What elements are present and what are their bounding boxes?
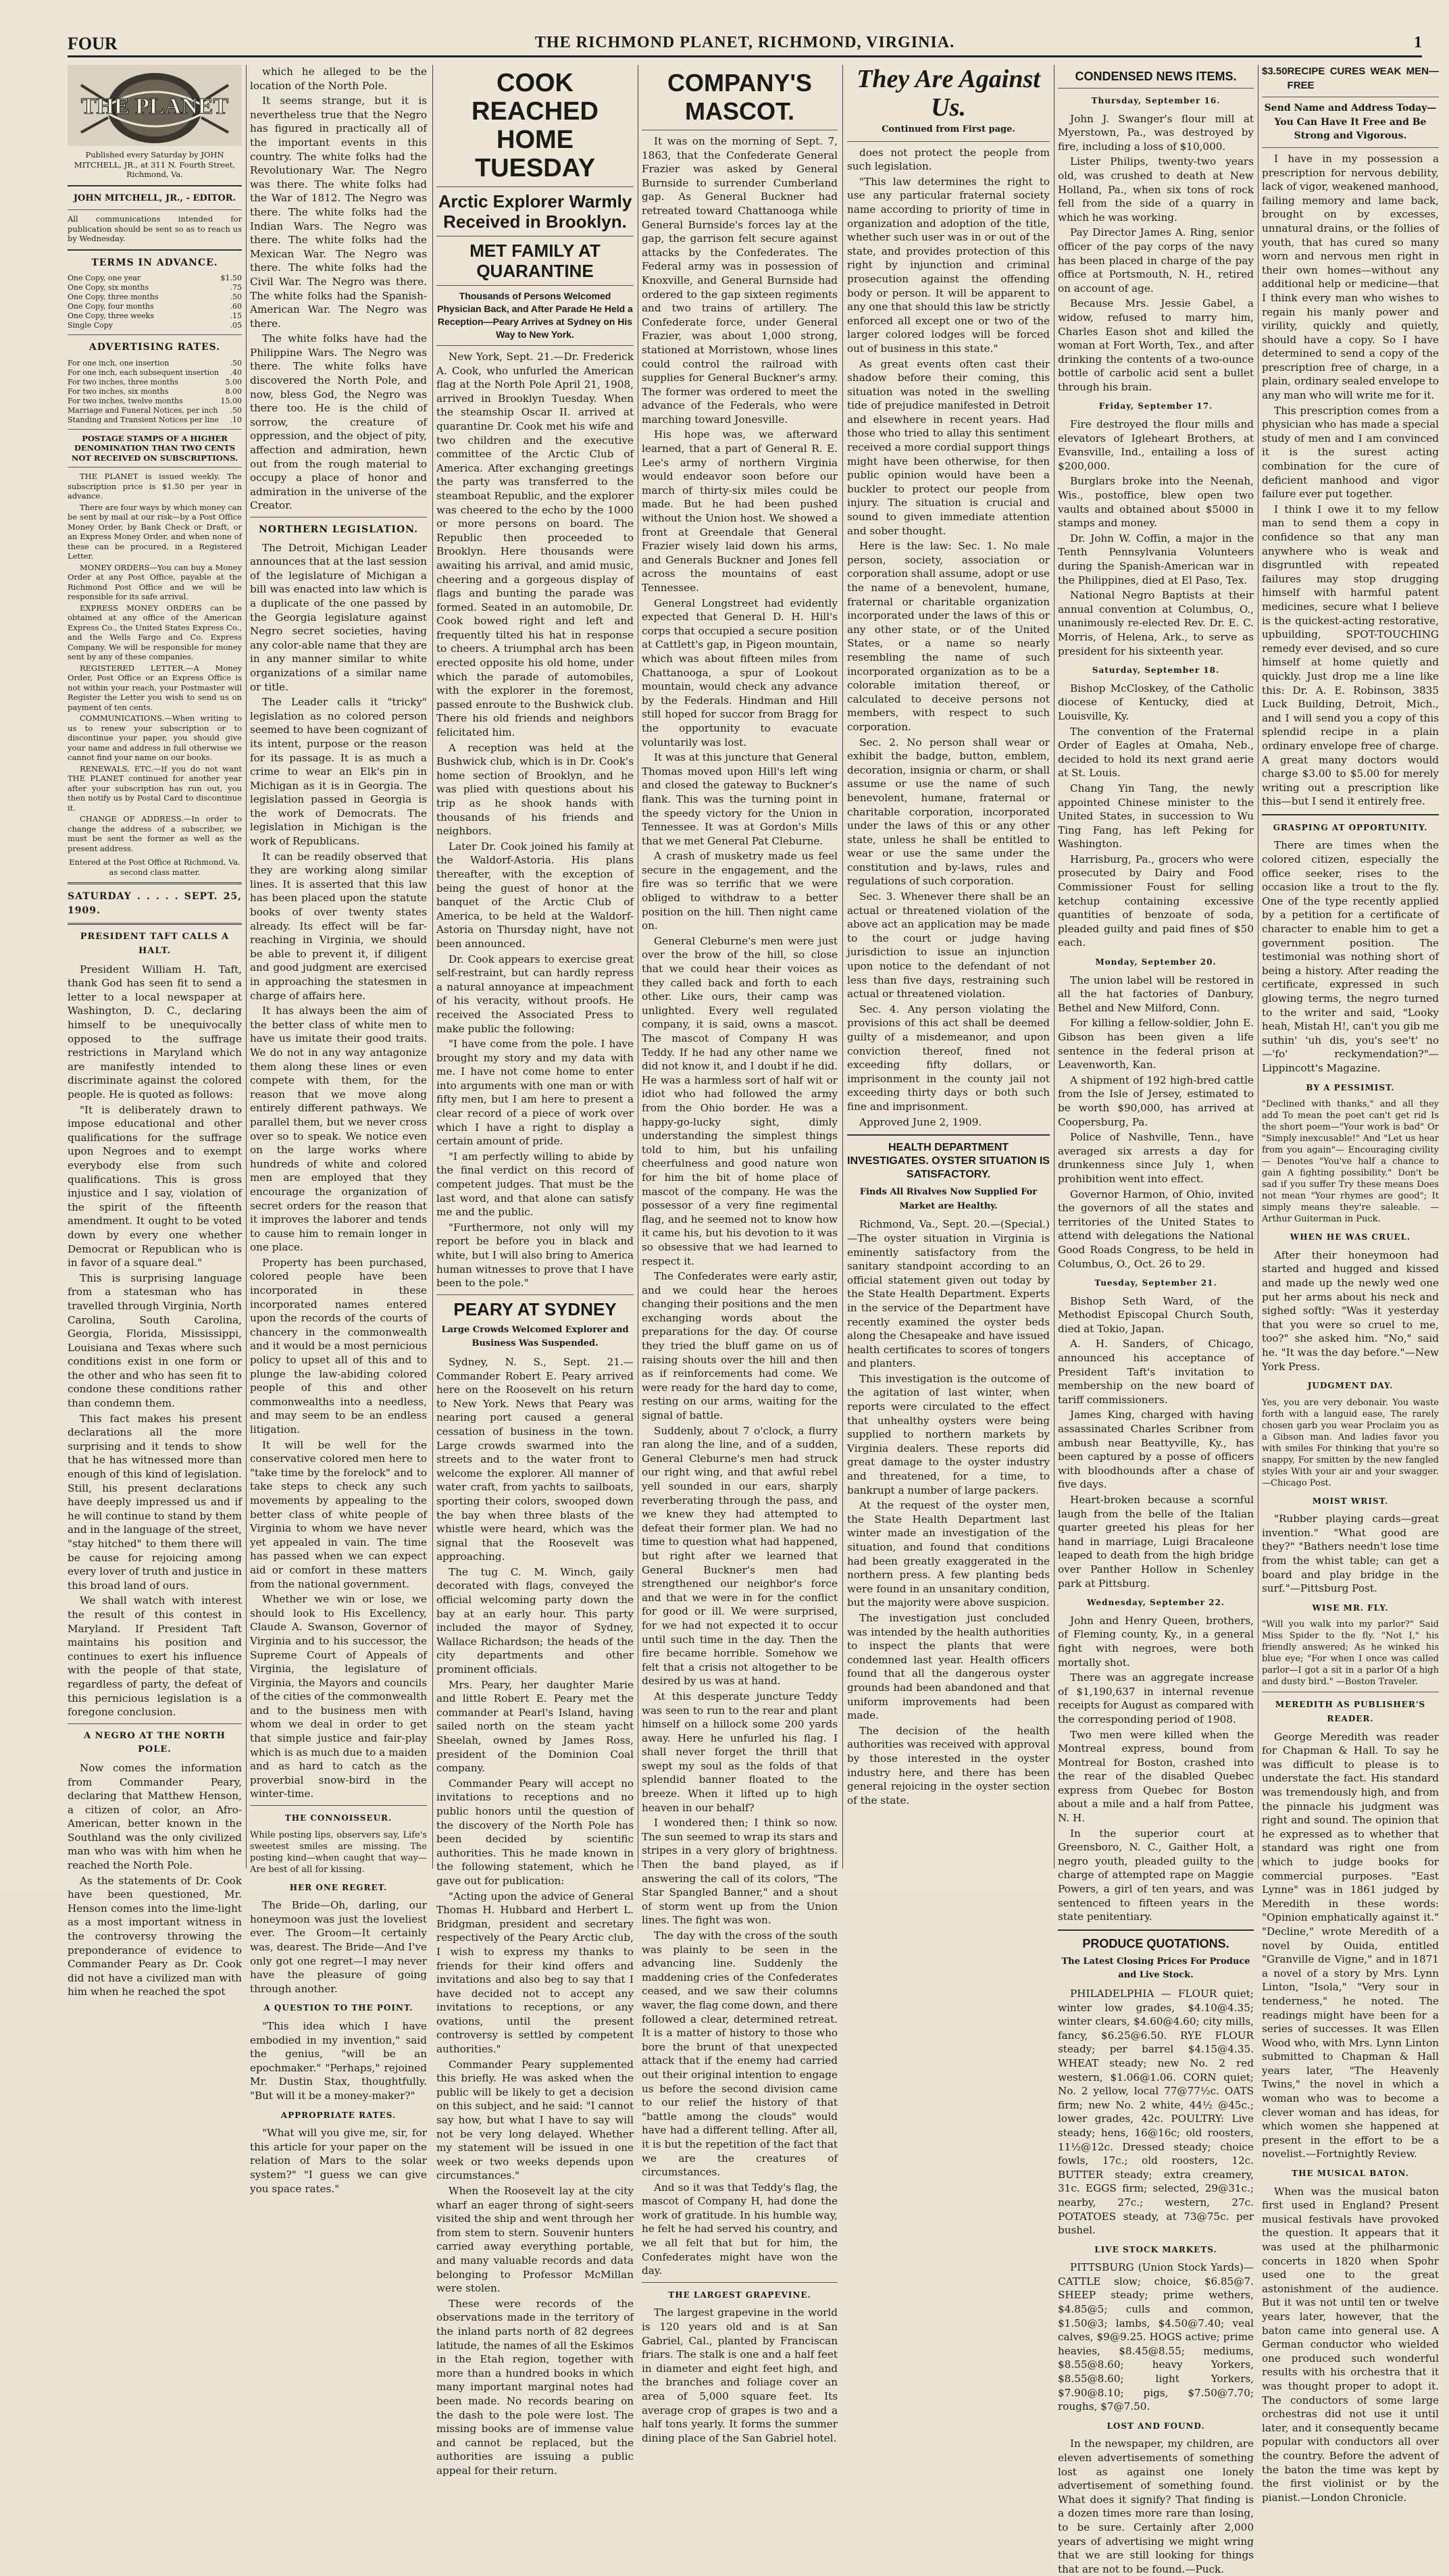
baton-text: When was the musical baton first used in England? Present musical festivals have provoked the question. It appears that it was used at the philharmonic concerts in 1820 when Spohr used one to the great astonishment of the audience. But it was not until ten or twelve years later, however, that the baton came into general use. A German conductor who wielded one produced such wonderful results with his orchestra that it was thought proper to adopt it. The conductors of some large orchestras did not use it until later, and it consequently became popular with conductors all over the country. Before the advent of the baton the time was kept by the first violinist or by the pianist.—London Chronicle.	[1262, 2185, 1439, 2504]
article-paragraph: This is surprising language from a statesman who has travelled through Virginia, North Carolina, South Carolina, Georgia, Florida, Mississippi, Louisiana and Texas where such conditions exist in one form or the other and who has seen fit to condone these conditions rather than condemn them.	[68, 1271, 242, 1410]
svg-text:THE PLANET: THE PLANET	[80, 94, 229, 119]
article-paragraph: Here is the law: Sec. 1. No male person, society, association or corporation shall assume, adopt or use the name of a benevolent, humane, fraternal or charitable organization incorporated under the laws of this or any other state, or of the United States, or a name so nearly resembling the name of such incorporated organization as to be a colorable imitation thereof, or calculated to deceive persons not members, with respect to such corporation.	[847, 540, 1050, 733]
news-item: Heart-broken because a scornful laugh from the belle of the Italian quarter greeted his pleas for her hand in marriage, Luigi Bracaleone leaped to death from the high bridge over Panther Hollow in Schenley park at Pittsburg.	[1058, 1494, 1254, 1590]
notice-paragraph: There are four ways by which money can be sent by mail at our risk—by a Post Office Money Order, by Bank Check or Draft, or an Express Money Order, and when none of these can be procured, in a Registered Letter.	[68, 502, 242, 561]
rate-price: .10	[230, 415, 242, 424]
news-day-heading: Saturday, September 18.	[1092, 665, 1220, 676]
news-item: For killing a fellow-soldier, John E. Gibson has been given a life sentence in the federal prison at Leavenworth, Kan.	[1058, 1017, 1254, 1071]
condensed-headline: CONDENSED NEWS ITEMS.	[1075, 70, 1237, 83]
news-item: Because Mrs. Jessie Gabel, a widow, refused to marry him, Charles Eason shot and killed the woman at Fort Worth, Tex., and after drinking the contents of a two-ounce bottle of carbolic acid sent a bullet through his brain.	[1058, 297, 1254, 393]
article-paragraph: "I am perfectly willing to abide by the final verdict on this record of competent judges. That must be the last word, and that alone can satisfy me and the public.	[436, 1150, 634, 1219]
produce-deck: The Latest Closing Prices For Produce and Live Stock.	[1061, 1956, 1250, 1981]
rate-row	[68, 293, 242, 302]
grapevine-text: The largest grapevine in the world is 120 years old and is at San Gabriel, Cal., planted by Franciscan friars. The stalk is one and a half feet in diameter and eight feet high, and the branches and foliage cover an area of 5,000 square feet. Its average crop of grapes is two and a half tons yearly. It forms the summer dining place of the San Gabriel hotel.	[642, 2306, 838, 2444]
moist-wrist-heading: MOIST WRIST.	[1312, 1496, 1389, 1506]
rate-row	[68, 302, 242, 311]
lost-found-heading: LOST AND FOUND.	[1107, 2421, 1205, 2431]
postage-notice: POSTAGE STAMPS OF A HIGHER DENOMINATION THAN TWO CENTS NOT RECEIVED ON SUBSCRIPTIONS.	[71, 433, 238, 463]
dateline-day: SATURDAY	[68, 891, 132, 903]
cruel-heading: WHEN HE WAS CRUEL.	[1290, 1232, 1411, 1242]
rate-label: Marriage and Funeral Notices, per inch	[68, 405, 218, 415]
cook-subhead-quarantine: MET FAMILY AT QUARANTINE	[469, 241, 601, 281]
article-paragraph: Sydney, N. S., Sept. 21.—Commander Robert E. Peary arrived here on the Roosevelt on his return to New York. News that Peary was nearing port caused a general cessation of business in the town. Large crowds swarmed into the streets and to the water front to welcome the explorer. All manner of water craft, from yachts to sailboats, sporting their colors, swooped down the bay when three blasts of the whistle were heard, which was the signal that the Roosevelt was approaching.	[436, 1355, 634, 1563]
notice-paragraph: COMMUNICATIONS.—When writing to us to renew your subscription or to discontinue your paper, you should give your name and address in full otherwise we cannot find your name on our books.	[68, 713, 242, 763]
editor-line: JOHN MITCHELL, JR., - EDITOR.	[73, 193, 236, 203]
masthead-logo	[68, 65, 242, 146]
publisher-line: Published every Saturday by JOHN MITCHELL, JR., at 311 N. Fourth Street, Richmond, Va.	[74, 150, 236, 179]
article-paragraph: Sec. 4. Any person violating the provisions of this act shall be deemed guilty of a misdemeanor, and upon conviction thereof, fined not exceeding fifty dollars, or imprisonment in the county jail not exceeding thirty days or both such fine and imprisonment.	[847, 1003, 1050, 1113]
article-paragraph: This investigation is the outcome of the agitation of last winter, when reports were circulated to the effect that unhealthy oysters were being supplied to northern markets by Virginia dealers. These reports did great damage to the oyster industry and threatened, for a time, to bankrupt a number of large packers.	[847, 1372, 1050, 1496]
column-2	[250, 65, 427, 2195]
column-7	[1262, 65, 1439, 2504]
article-paragraph: Mrs. Peary, her daughter Marie and little Robert E. Peary met the commander at Pearl's Island, having sailed north on the steam yacht Sheelah, owned by James Ross, president of the Dominion Coal company.	[436, 1678, 634, 1775]
terms-table	[68, 274, 242, 330]
column-3	[436, 65, 634, 2477]
communications-note: All communications intended for publication should be sent so as to reach us by Wednesday.	[68, 214, 242, 244]
article-paragraph: At the request of the oyster men, the State Health Department last winter made an investigation of the situation, and found that conditions had been greatly exaggerated in the northern press. A few planting beds were found in an unsanitary condition, but the majority were above suspicion.	[847, 1499, 1050, 1609]
article-paragraph: Property has been purchased, colored people have been incorporated in these incorporated names entered upon the records of the courts of chancery in the commonwealth and it would be a most pernicious policy to upset all of this and to plunge the law-abiding colored people of this and other commonwealths into a needless, and may seem to be an endless litigation.	[250, 1256, 427, 1436]
rate-price: .40	[230, 368, 242, 377]
article-paragraph: Sec. 3. Whenever there shall be an actual or threatened violation of the above act an application may be made to the court or judge having jurisdiction to issue an injunction upon notice to the defendant of not less than five days, restraining such actual or threatened violation.	[847, 890, 1050, 1001]
rate-row	[68, 274, 242, 283]
rate-row	[68, 368, 242, 378]
cook-article	[436, 350, 634, 1290]
rates-heading: APPROPRIATE RATES.	[280, 2110, 397, 2120]
cook-deck: Thousands of Persons Welcomed Physician Back, and After Parade He Held a Reception—Peary Arrives at Sydney on His Way to New York.	[437, 291, 633, 340]
negro-pole-headline: A NEGRO AT THE NORTH POLE.	[84, 1730, 226, 1755]
article-paragraph: A crash of musketry made us feel secure in the engagement, and the fire was so terrific that we were obliged to withdraw to a better position on the hill. Then night came on.	[642, 850, 838, 932]
article-paragraph: We shall watch with interest the result of this contest in Maryland. If President Taft maintains his position and continues to exert his influence with the people of that state, regardless of party, the defeat of this pernicious legislation is a foregone conclusion.	[68, 1594, 242, 1719]
news-item: John J. Swanger's flour mill at Myerstown, Pa., was destroyed by fire, including a loss of $10,000.	[1058, 112, 1254, 153]
news-item: Burglars broke into the Neenah, Wis., postoffice, blew open two vaults and obtained about $5000 in stamps and money.	[1058, 475, 1254, 530]
rate-label: One Copy, three weeks	[68, 311, 154, 321]
connoisseur-verse: While posting lips, observers say, Life's sweetest smiles are missing. The posting kind—when caught that way— Are best of all for kissing.	[250, 1829, 427, 1875]
news-item: A. H. Sanders, of Chicago, announced his acceptance of President Taft's invitation to membership on the new board of tariff commissioners.	[1058, 1338, 1254, 1406]
notice-paragraph: EXPRESS MONEY ORDERS can be obtained at any office of the American Express Co., the United States Express Co., and the Wells Fargo and Co. Express Company. We will be responsible for money sent by any of these companies.	[68, 603, 242, 662]
rate-label: One Copy, one year	[68, 274, 141, 283]
news-item: Police of Nashville, Tenn., have averaged six arrests a day for drunkenness since July 1, when prohibition went into effect.	[1058, 1131, 1254, 1185]
article-paragraph: As the statements of Dr. Cook have been questioned, Mr. Henson comes into the lime-light as a most important witness in the controversy throwing the preponderance of evidence to Commander Peary as Dr. Cook did not have a civilized man with him when he reached the spot	[68, 1874, 242, 1998]
article-paragraph: The Detroit, Michigan Leader announces that at the last session of the legislature of Michigan a bill was enacted into law which is a duplicate of the one passed by the Georgia legislature against Negro secret societies, having any color-able name that they are in any manner similar to white organizations of a similar name or title.	[250, 541, 427, 693]
rate-price: .15	[230, 311, 242, 321]
notice-paragraph: CHANGE OF ADDRESS.—In order to change the address of a subscriber, we must be sent the former as well as the present address.	[68, 814, 242, 853]
page-label: FOUR	[68, 34, 118, 53]
news-item: Bishop Seth Ward, of the Methodist Episcopal Church South, died at Tokio, Japan.	[1058, 1294, 1254, 1335]
column-rule	[432, 65, 433, 1869]
news-item: Chang Yin Tang, the newly appointed Chinese minister to the United States, in succession to Wu Ting Fang, has left Peking for Washington.	[1058, 782, 1254, 851]
news-item: There was an aggregate increase of $1,190,637 in internal revenue receipts for August as compared with the corresponding period of 1908.	[1058, 1671, 1254, 1725]
article-paragraph: It seems strange, but it is nevertheless true that the Negro has figured in practically all of the important events in this country. The white folks had the Revolutionary War. The Negro was there. The white folks had the War of 1812. The Negro was there. The white folks had the Indian Wars. The Negro was there. The white folks had the Mexican War. The Negro was there. The white folks had the Civil War. The Negro was there. The white folks had the Spanish-American War. The Negro was there.	[250, 95, 427, 330]
article-paragraph: The decision of the health authorities was received with approval by those interested in the oyster industry here, and there has been general rejoicing in the oyster section of the state.	[847, 1724, 1050, 1807]
recipe-price: $3.50	[1262, 66, 1288, 77]
advertising-table	[68, 359, 242, 425]
news-day-heading: Friday, September 17.	[1098, 401, 1213, 411]
article-paragraph: The tug C. M. Winch, gaily decorated with flags, conveyed the official welcoming party down the bay at an early hour. This party included the mayor of Sydney, Wallace Richardson; the heads of the city departments and other prominent officials.	[436, 1565, 634, 1676]
notice-paragraph: REGISTERED LETTER.—A Money Order, Post Office or an Express Office is not within your reach, your Postmaster will Register the Letter you wish to send us on payment of ten cents.	[68, 663, 242, 712]
article-paragraph: The white folks have had the Philippine Wars. The Negro was there. The white folks have discovered the North Pole, and now, bless God, the Negro was there too. He is the child of sorrow, the creature of oppression, and the object of pity, affection and admiration, hewn out from the rough material to occupy a place of honor and admiration in the universe of the Creator.	[250, 332, 427, 512]
column-4	[642, 65, 838, 2444]
rate-price: 5.00	[225, 377, 242, 386]
column-rule	[842, 65, 843, 1869]
rate-label: One Copy, four months	[68, 302, 154, 311]
article-paragraph: Sec. 2. No person shall wear or exhibit the badge, button, emblem, decoration, insignia or charm, or shall assume or use the name of such benevolent, humane, fraternal or charitable corporation, incorporated under the laws of this or any other state, unless he shall be entitled to wear or use the same under the constitution and by-laws, rules and regulations of such corporation.	[847, 736, 1050, 888]
dateline-date: SEPT. 25, 1909.	[68, 891, 242, 916]
news-item: The convention of the Fraternal Order of Eagles at Omaha, Neb., decided to hold its next grand aerie at St. Louis.	[1058, 725, 1254, 780]
article-paragraph: "Furthermore, not only will my report be before you in black and white, but I will also bring to America human witnesses to prove that I have been to the pole."	[436, 1221, 634, 1290]
news-item: Harrisburg, Pa., grocers who were prosecuted by Dairy and Food Commissioner Foust for selling ketchup containing excessive quantities of benzoate of soda, pleaded guilty and paid fines of $50 each.	[1058, 853, 1254, 949]
ad-paragraph: I have in my possession a prescription for nervous debility, lack of vigor, weakened manhood, failing memory and lame back, brought on by excesses, unnatural drains, or the follies of youth, that has cured so many worn and nervous men right in their own homes—without any additional help or medicine—that I think every man who wishes to regain his manly power and virility, quickly and quietly, should have a copy. So I have determined to send a copy of the prescription free of charge, in a plain, ordinary sealed envelope to any man who will write me for it.	[1262, 152, 1439, 402]
rate-price: $1.50	[220, 274, 242, 283]
article-paragraph: "It is deliberately drawn to impose educational and other qualifications for the suffrage upon Negroes and to exempt everybody else from such qualifications. This is gross injustice and I say, violation of the spirit of the fifteenth amendment. It ought to be voted down by every one whether Democrat or Republican who is in favor of a square deal."	[68, 1103, 242, 1269]
article-paragraph: Commander Peary will accept no invitations to receptions and no public honors until the question of the discovery of the North Pole has been decided by scientific authorities. This he made known in the following statement, which he gave out for publication:	[436, 1777, 634, 1887]
grasping-heading: GRASPING AT OPPORTUNITY.	[1273, 822, 1428, 832]
article-paragraph: A reception was held at the Bushwick club, which is in Dr. Cook's home section of Brooklyn, and he was plied with questions about his trip as he shook hands with thousands of his friends and neighbors.	[436, 741, 634, 838]
article-paragraph: Suddenly, about 7 o'clock, a flurry ran along the line, and of a sudden, General Cleburne's men had struck our right wing, and that awful rebel yell sounded in our ears, sharply reverberating through the pass, and we knew they had attempted to defeat their former plan. We had no time to question what had happened, but right after we learned that General Buckner's men had strengthened our neighbor's force and that we were in for the conflict for good or ill. We were surprised, for we had not expected it to occur until such time in the day. Then the fire became horrible. Somehow we felt that a crisis not altogether to be desired by us was at hand.	[642, 1424, 838, 1688]
connoisseur-heading: THE CONNOISSEUR.	[284, 1813, 392, 1823]
recipe-headline: RECIPE CURES WEAK MEN—FREE	[1287, 66, 1439, 91]
livestock-text: PITTSBURG (Union Stock Yards)—CATTLE slow; choice, $6.85@7. SHEEP steady; prime wethers, $4.85@5; culls and common, $1.50@3; lambs, $4.50@7.40; veal calves, $9@9.25. HOGS active; prime heavies, $8.45@8.55; mediums, $8.55@8.60; heavy Yorkers, $8.55@8.60; light Yorkers, $7.90@8.10; pigs, $7.50@7.70; roughs, $7@7.50.	[1058, 2261, 1254, 2413]
cook-subhead: Arctic Explorer Warmly Received in Brooklyn.	[438, 191, 632, 232]
article-paragraph: General Longstreet had evidently expected that General D. H. Hill's corps that occupied a secure position at Cattlett's gap, in Pigeon mountain, which was about fifteen miles from Chattanooga, a spur of Lookout mountain, would check any advance by the Federals. Hindman and Hill still hoped for succor from Bragg for the opportunity to evacuate voluntarily was lost.	[642, 597, 838, 749]
produce-paragraph: PHILADELPHIA — FLOUR quiet; winter low grades, $4.10@4.35; winter clears, $4.60@4.60; city mills, fancy, $6.25@6.50. RYE FLOUR steady; per barrel $4.15@4.35. WHEAT steady; new No. 2 red western, $1.06@1.06. CORN quiet; No. 2 yellow, local 77@77½c. OATS firm; new No. 2 white, 44½ @45c.; lower grades, 42c. POULTRY: Live steady; hens, 16@16c; old roosters, 11½@12c. Dressed steady; choice fowls, 17c.; old roosters, 12c. BUTTER steady; extra creamery, 31c. EGGS firm; selected, 29@31c.; nearby, 27c.; western, 27c. POTATOES steady, at 73@75c. per bushel.	[1058, 1988, 1254, 2237]
rate-row	[68, 321, 242, 330]
article-paragraph: Richmond, Va., Sept. 20.—(Special.)—The oyster situation in Virginia is eminently satisfactory from the sanitary standpoint according to an official statement given out today by the State Health Department. Experts in the service of the Department have recently examined the oyster beds along the Chesapeake and have issued health certificates to scores of tongers and planters.	[847, 1218, 1050, 1370]
recipe-deck: Send Name and Address Today—You Can Have It Free and Be Strong and Vigorous.	[1264, 103, 1437, 142]
news-item: In the superior court at Greensboro, N. C., Gaither Holt, a negro youth, pleaded guilty to the charge of attempted rape on Maggie Powers, a girl of ten years, and was sentenced to fifteen years in the state penitentiary.	[1058, 1827, 1254, 1923]
pessimist-heading: BY A PESSIMIST.	[1306, 1082, 1395, 1092]
judgment-verse: Yes, you are very debonair. You waste forth with a languid ease, The rarely chosen garb you wear Proclaim you as a Gibson man. And ladies favor you with smiles For thinking that you're so snappy, For smitten by the new fangled styles With your air and your swagger. —Chicago Post.	[1262, 1397, 1439, 1488]
rate-row	[68, 311, 242, 321]
peary-deck: Large Crowds Welcomed Explorer and Business Was Suspended.	[441, 1324, 629, 1349]
article-paragraph: It can be readily observed that they are working along similar lines. It is asserted that this law has been placed upon the statute books of over twenty states already. Its effect will be far-reaching in Virginia, we should be able to prevent it, if diligent and good judgment are exercised in approaching the statesmen in charge of affairs here.	[250, 850, 427, 1002]
article-paragraph: These were records of the observations made in the territory of the inland parts north of 82 degrees latitude, the names of all the Eskimos in the Etah region, together with more than a hundred books in which many important marginal notes had been made. No records bearing on the dash to the pole were lost. The missing books are of immense value and cannot be replaced, but the authorities are issuing a public appeal for their return.	[436, 2297, 634, 2477]
rate-price: 8.00	[225, 386, 242, 396]
article-paragraph: "I have come from the pole. I have brought my story and my data with me. I have not come home to enter into arguments with one man or with fifty men, but I am here to present a clear record of a piece of work over which I have a right to display a certain amount of pride.	[436, 1038, 634, 1148]
article-paragraph: His hope was, we afterward learned, that a part of General R. E. Lee's army of northern Virginia would endeavor soon before our march of thirty-six miles could be made. But he had been pushed without the Union host. We showed a front at Greendale that General Frazier wisely laid down his arms, and Generals Buckner and Jones fell across the mountains of east Tennessee.	[642, 428, 838, 594]
peary-headline: PEARY AT SYDNEY	[453, 1298, 617, 1319]
notice-paragraph: THE PLANET is issued weekly. The subscription price is $1.50 per year in advance.	[68, 472, 242, 501]
point-text: "This idea which I have embodied in my invention," said the genius, "will be an epochmaker." "Perhaps," rejoined Mr. Dustin Stax, thoughtfully. "But will it be a money-maker?"	[250, 2019, 427, 2102]
rate-label: For two inches, three months	[68, 377, 178, 386]
moist-wrist-text: "Rubber playing cards—great invention." "What good are they?" "Bathers needn't lose time from the whist table; can get a board and play bridge in the surf."—Pittsburg Post.	[1262, 1513, 1439, 1595]
article-paragraph: At this desperate juncture Teddy was seen to run to the rear and plant himself on a hillock some 200 yards away. Here he unfurled his flag. I shall never forget the thrill that swept my soul as the folds of that splendid banner floated to the breeze. When it lifted up to high heaven in our behalf?	[642, 1690, 838, 1814]
news-item: John and Henry Queen, brothers, of Fleming county, Ky., in a general fight with negroes, were both mortally shot.	[1058, 1614, 1254, 1669]
rate-row	[68, 359, 242, 368]
article-paragraph: It was on the morning of Sept. 7, 1863, that the Confederate General Frazier was asked by General Burnside to surrender Cumberland gap. As General Buckner had retreated toward Chattanooga while General Burnside's forces lay at the gap, the garrison felt secure against attacks by the Confederates. The Federal army was in possession of Knoxville, and General Burnside had ordered to the gap sixteen regiments and two trains of artillery. The Confederate force, under General Frazier, was about 1,000 strong, stationed at Morristown, whose lines could control the railroad with supplies for General Buckner's army. The former was ordered to meet the advance of the Federals, who were marching toward Jonesville.	[642, 135, 838, 426]
taft-article	[68, 963, 242, 1719]
rate-label: For one inch, each subsequent insertion	[68, 368, 219, 377]
ad-paragraph: I think I owe it to my fellow man to send them a copy in confidence so that any man anywhere who is weak and disgruntled with repeated failures may stop drugging himself with harmful patent medicines, secure what I believe is the quickest-acting restorative, upbuilding, SPOT-TOUCHING remedy ever devised, and so cure himself at home quietly and quickly. Just drop me a line like this: Dr. A. E. Robinson, 3835 Luck Building, Detroit, Mich., and I will send you a copy of this splendid recipe in a plain ordinary envelope free of charge. A great many doctors would charge $3.00 to $5.00 for merely writing out a prescription like this—but I send it entirely free.	[1262, 503, 1439, 808]
page-number: 1	[1414, 34, 1422, 51]
article-paragraph: which he alleged to be the location of the North Pole.	[250, 66, 427, 92]
regret-text: The Bride—Oh, darling, our honeymoon was just the loveliest ever. The Groom—It certainly was, dearest. The Bride—And I've only got one regret—I may never have the pleasure of going through another.	[250, 1899, 427, 1995]
taft-headline: PRESIDENT TAFT CALLS A HALT.	[80, 932, 230, 957]
article-paragraph: The day with the cross of the south was plainly to be seen in the advancing line. Suddenly the maddening cries of the Confederates ceased, and we saw their columns waver, the flag come down, and there followed a clear, determined retreat. It is a matter of history to those who bore the brunt of that unexpected attack that if the enemy had carried out their original intention to engage us before the second division came to our relief the history of that "battle among the clouds" would have had a different telling. After all, it is but the repetition of the fact that we are the creatures of circumstances.	[642, 1929, 838, 2179]
article-paragraph: And so it was that Teddy's flag, the mascot of Company H, had done the work of gratitude. In his humble way, he felt he had served his country, and we all felt that but for him, the Confederates might have won the day.	[642, 2181, 838, 2277]
rate-label: One Copy, six months	[68, 283, 149, 293]
news-item: The union label will be restored in all the hat factories of Danbury, Bethel and New Milford, Conn.	[1058, 974, 1254, 1014]
produce-headline: PRODUCE QUOTATIONS.	[1082, 1936, 1229, 1950]
column-6	[1058, 65, 1254, 2575]
article-paragraph: President William H. Taft, thank God has seen fit to send a letter to a local newspaper at Washington, D. C., declaring himself to be unequivocally opposed to the suffrage restrictions in Maryland which are manifestly intended to discriminate against the colored people. He is quoted as follows:	[68, 963, 242, 1101]
column-rule	[1258, 65, 1259, 1869]
lost-found-text: In the newspaper, my children, are eleven advertisements of something lost as against one lonely advertisement of something found. What does it signify? That finding is a dozen times more rare than losing, to be sure. Certainly after 2,000 years of advertising we might wring that we are still looking for things that are not to be found.—Puck.	[1058, 2438, 1254, 2575]
rate-price: .75	[230, 283, 242, 293]
article-paragraph: Whether we win or lose, we should look to His Excellency, Claude A. Swanson, Governor of Virginia and to his successor, the Supreme Court of Appeals of Virginia, the legislature of Virginia, the Mayors and councils of the cities of the commonwealth and to the business men with whom we deal in order to get that simple justice and fair-play which is as much due to a maiden and as hard to catch as the proverbial snow-bird in the winter-time.	[250, 1593, 427, 1800]
health-headline: HEALTH DEPARTMENT INVESTIGATES. OYSTER SITUATION IS SATISFACTORY.	[847, 1142, 1050, 1181]
rate-price: .50	[230, 405, 242, 415]
article-paragraph: General Cleburne's men were just over the brow of the hill, so close that we could hear their voices as they called back and forth to each other. Like ours, their camp was unlighted. Every well regulated company, it is said, owns a mascot. The mascot of Company H was Teddy. If he had any other name we did not know it, and I doubt if he did. He was a harmless sort of half wit or idiot who had followed the army from the Ohio border. He was a happy-go-lucky sight, dimly understanding the simplest things told to him, but his unfailing cheerfulness and good nature won for him the bit of home place of mascot of the company. He was the possessor of a very fine regimental flag, and he seemed not to know how it came his, but his devotion to it was so obsessive that we had learned to respect it.	[642, 934, 838, 1267]
mascot-headline: COMPANY'S MASCOT.	[667, 69, 812, 125]
pessimist-verse: "Declined with thanks," and all they add To mean the poet can't get rid Is the short poem—"Your work is bad" Or "Simply inexcusable!" And "Let us hear from you again"— Encouraging civility— Denotes "You've half a chance to gain A fighting possibility." Don't be sad if you suffer Try these means Does not mean "Your rhymes are good"; It simply means they're saleable. —Arthur Guiterman in Puck.	[1262, 1099, 1439, 1225]
mascot-article	[642, 134, 838, 2278]
article-paragraph: does not protect the people from such legislation.	[847, 146, 1050, 173]
rate-label: Single Copy	[68, 321, 113, 330]
meredith-heading: MEREDITH AS PUBLISHER'S READER.	[1275, 1700, 1426, 1724]
news-item: Lister Philips, twenty-two years old, was crushed to death at New Holland, Pa., when six tons of rock fell from the side of a quarry in which he was working.	[1058, 155, 1254, 224]
northern-legislation-article	[250, 541, 427, 1801]
news-item: A shipment of 192 high-bred cattle from the Isle of Jersey, estimated to be worth $90,000, has arrived at Coopersburg, Pa.	[1058, 1074, 1254, 1128]
produce-quotations	[1058, 1987, 1254, 2238]
ad-paragraph: This prescription comes from a physician who has made a special study of men and I am convinced it is the surest acting combination for the cure of deficient manhood and vigor failure ever put together.	[1262, 404, 1439, 501]
news-day-heading: Wednesday, September 22.	[1087, 1598, 1225, 1608]
article-paragraph: Later Dr. Cook joined his family at the Waldorf-Astoria. His plans thereafter, with the exception of being the guest of honor at the banquet of the Arctic Club of America, to be held at the Waldorf-Astoria on Thursday night, have not been announced.	[436, 840, 634, 950]
rate-row	[68, 415, 242, 425]
rate-price: .50	[230, 358, 242, 368]
article-paragraph: I wondered then; I think so now. The sun seemed to wrap its stars and stripes in a very glory of brightness. Then the band played, as if answering the call of its colors, "The Star Spangled Banner," and a shout of storm went up from the Union lines. The fight was won.	[642, 1817, 838, 1927]
livestock-heading: LIVE STOCK MARKETS.	[1094, 2244, 1217, 2254]
news-day-heading: Monday, September 20.	[1095, 957, 1217, 967]
running-head	[68, 32, 1422, 57]
rate-price: .50	[230, 293, 242, 302]
against-us-deck: Continued from First page.	[882, 124, 1015, 134]
news-item: Two men were killed when the Montreal express, bound from Montreal for Boston, crashed into the rear of the disabled Quebec express from Quebec for Boston about a mile and a half from Pattee, N. H.	[1058, 1728, 1254, 1825]
article-paragraph: It was at this juncture that General Thomas moved upon Hill's left wing and closed the gateway to Buckner's flank. This was the turning point in the speedy victory for the Union in Tennessee. It was at Gordon's Mills that we met General Pat Cleburne.	[642, 751, 838, 847]
negro-pole-article	[68, 1761, 242, 1999]
subscription-notices	[68, 472, 242, 853]
advertising-heading: ADVERTISING RATES.	[88, 342, 221, 353]
news-day-heading: Tuesday, September 21.	[1094, 1278, 1217, 1288]
paper-title: THE RICHMOND PLANET, RICHMOND, VIRGINIA.	[534, 34, 955, 51]
article-paragraph: This fact makes his present declarations all the more surprising and it tends to show that he has witnessed more than enough of this kind of legislation. Still, his present declarations have deeply impressed us and if he will continue to stand by them and in the language of the street, "stay hitched" to them there will be cause for rejoicing among every lover of truth and justice in this broad land of ours.	[68, 1412, 242, 1592]
northern-legislation-headline: NORTHERN LEGISLATION.	[258, 524, 418, 535]
rates-text: "What will you give me, sir, for this article for your paper on the relation of Mars to the solar system?" "I guess we can give you space rates."	[250, 2127, 427, 2195]
dateline: SATURDAY . . . . . SEPT. 25, 1909.	[68, 891, 242, 916]
recipe-ad	[1262, 152, 1439, 809]
article-paragraph: Commander Peary supplemented this briefly. He was asked when the public will be likely to get a decision on this subject, and he said: "I cannot say how, but what I have to say will not be very long delayed. Whether my statement will be issued in one week or two weeks depends upon circumstances."	[436, 2058, 634, 2182]
wise-fly-verse: "Will you walk into my parlor?" Said Miss Spider to the fly. "Not I," his friendly answered; As he winked his blue eye; "For when I once was called parlor—I got a sit in a parlor Of a high and dusty bird." —Boston Traveler.	[1262, 1619, 1439, 1688]
judgment-heading: JUDGMENT DAY.	[1307, 1381, 1394, 1391]
news-item: Bishop McCloskey, of the Catholic diocese of Kentucky, died at Louisville, Ky.	[1058, 682, 1254, 722]
rate-row	[68, 378, 242, 387]
article-paragraph: The Leader calls it "tricky" legislation as no colored person seemed to have been cognizant of its intent, purpose or the reason for its passage. It is as much a crime to wear an Elk's pin in Michigan as it is in Georgia. The legislation passed in Georgia is the work of Democrats. The legislation in Michigan is the work of Republicans.	[250, 696, 427, 848]
news-item: Pay Director James A. Ring, senior officer of the pay corps of the navy has been placed in charge of the pay office at Portsmouth, N. H., retired on account of age.	[1058, 226, 1254, 295]
rate-row	[68, 283, 242, 293]
article-paragraph: Approved June 2, 1909.	[859, 1115, 982, 1128]
article-paragraph: It has always been the aim of the better class of white men to have us imitate their good traits. We do not in any way antagonize them along these lines or even compete with them, for the reason that we move along entirely different pathways. We parallel them, but we never cross over so to speak. We notice even on the large works where hundreds of white and colored men are employed that they encourage the organization of secret orders for the reason that it improves the laborer and tends to cause him to remain longer in one place.	[250, 1005, 427, 1254]
health-deck: Finds All Rivalves Now Supplied For Market are Healthy.	[859, 1187, 1038, 1211]
regret-heading: HER ONE REGRET.	[289, 1882, 388, 1892]
article-paragraph: Now comes the information from Commander Peary, declaring that Matthew Henson, a citizen of color, an Afro-American, better known in the Southland was the only civilized man who was with him when he reached the North Pole.	[68, 1761, 242, 1872]
article-paragraph: It will be well for the conservative colored men here to "take time by the forelock" and to take steps to check any such movements by appealing to the better class of white people of Virginia to whom we have never yet appealed in vain. The time has passed when we can expect aid or comfort in these matters from the national government.	[250, 1438, 427, 1590]
column-rule	[246, 65, 247, 1869]
news-item: James King, charged with having assassinated Charles Scribner from ambush near Beattyville, Ky., has been captured by a posse of officers with bloodhounds after a chase of five days.	[1058, 1409, 1254, 1491]
rate-row	[68, 387, 242, 397]
article-paragraph: "This law determines the right to use any particular fraternal society name according to priority of time in organization and adoption of the title, whether such user was in or out of the state, and provides protection of this right by injunction and criminal prosecution against the offending body or person. It will be apparent to any one that should this law be strictly enforced all except one or two of the larger colored lodges will be forced out of business in this state."	[847, 175, 1050, 355]
rate-price: .05	[230, 321, 242, 330]
cook-headline: COOK REACHED HOME TUESDAY	[472, 69, 599, 182]
news-item: National Negro Baptists at their annual convention at Columbus, O., unanimously re-elected Rev. Dr. E. C. Morris, of Helena, Ark., to serve as president for his sixteenth year.	[1058, 589, 1254, 657]
health-article	[847, 1217, 1050, 1807]
grapevine-heading: THE LARGEST GRAPEVINE.	[668, 2290, 811, 2300]
notice-paragraph: RENEWALS, ETC.—If you do not want THE PLANET continued for another year after your subscription has run out, you then notify us by Postal Card to discontinue it.	[68, 763, 242, 813]
baton-heading: THE MUSICAL BATON.	[1292, 2169, 1409, 2179]
article-paragraph: "Acting upon the advice of General Thomas H. Hubbard and Herbert L. Bridgman, president and secretary respectively of the Peary Arctic club, I wish to express my thanks to friends for their kind offers and invitations and also beg to say that I have decided not to accept any invitations to receptions, or any ovations, until the present controversy is settled by competent authorities."	[436, 1890, 634, 2056]
peary-article	[436, 1355, 634, 2478]
wise-fly-heading: WISE MR. FLY.	[1312, 1602, 1389, 1613]
rate-row	[68, 397, 242, 406]
condensed-news	[1058, 94, 1254, 1924]
article-paragraph: New York, Sept. 21.—Dr. Frederick A. Cook, who unfurled the American flag at the North Pole April 21, 1908, arrived in Brooklyn Tuesday. When the steamship Oscar II. arrived at quarantine Dr. Cook met his wife and two children and the executive committee of the Arctic Club of America. After exchanging greetings the party was transferred to the steamboat Republic, and the explorer was cheered to the echo by the 1000 or more persons on board. The Republic then proceeded to Brooklyn. Here thousands were awaiting his arrival, and amid music, cheering and a gorgeous display of flags and bunting the parade was formed. Seated in an automobile, Dr. Cook bowed right and left and frequently tilted his hat in response to cheers. A triumphal arch has been erected opposite his old home, under which the parade of automobiles, with the explorer in the foremost, passed enroute to the Bushwick club. There his old friends and neighbors felicitated him.	[436, 351, 634, 739]
against-us-headline: They Are Against Us.	[857, 65, 1040, 122]
negro-pole-continued	[250, 65, 427, 513]
planet-globe-icon	[68, 65, 242, 146]
rate-label: For two inches, six months	[68, 386, 169, 396]
news-item: Fire destroyed the flour mills and elevators of Igleheart Brothers, at Evansville, Ind., entailing a loss of $200,000.	[1058, 418, 1254, 472]
article-paragraph: As great events often cast their shadow before their coming, this situation was noted in the swelling tide of prejudice manifested in Detroit and elsewhere in recent years. Had those who tried to allay this sentiment received a more cordial support things might have been otherwise, for then public opinion would have been a buckler to protect our people from injury. The situation is crucial and sound to given immediate attention and sober thought.	[847, 357, 1050, 537]
column-5	[847, 65, 1050, 1875]
news-item: Governor Harmon, of Ohio, invited the governors of all the states and territories of the United States to attend with delegations the National Good Roads Congress, to be held in Columbus, O., Oct. 26 to 29.	[1058, 1188, 1254, 1270]
against-us-article	[847, 146, 1050, 1130]
article-paragraph: When the Roosevelt lay at the city wharf an eager throng of sight-seers visited the ship and went through her from stem to stern. Souvenir hunters carried away everything portable, and many valuable records and data belonging to Professor McMillan were stolen.	[436, 2185, 634, 2295]
rate-price: .60	[230, 302, 242, 311]
rate-label: For one inch, one insertion	[68, 358, 170, 368]
rate-row	[68, 406, 242, 415]
grasping-text: There are times when the colored citizen, especially the office seeker, rises to the occasion like a trout to the fly. One of the type recently applied by a petition for a certificate of character to enable him to get a government position. The testimonial was nothing short of being a history. After reading the certificate, expressed in such glowing terms, the negro turned to the writer and said, "Looky heah, Mistah H!, can't you gib me suthin' 'uh dis, you's see't' no—'fo' reckymendation?"—Lippincott's Magazine.	[1262, 839, 1439, 1074]
news-day-heading: Thursday, September 16.	[1091, 96, 1221, 105]
rate-label: For two inches, twelve months	[68, 396, 183, 405]
cruel-text: After their honeymoon had started and hugged and kissed and made up the newly wed one put her arms about his neck and sighed softly: "Was it yesterday that you were so cruel to me, too?" she asked him. "No," said he. "It was the day before."—New York Press.	[1262, 1248, 1439, 1373]
column-1	[68, 65, 242, 1998]
entered-notice: Entered at the Post Office at Richmond, Va. as second class matter.	[69, 857, 240, 877]
meredith-text: George Meredith was reader for Chapman & Hall. To say he was difficult to please is to understate the fact. His standard was tremendously high, and from the pinnacle his judgment was right and sound. The opinion that he expressed as to whether that standard was right one from which to judge books for commercial purposes. "East Lynne" was in 1861 judged by Meredith in these words: "Opinion emphatically against it." "Decline," wrote Meredith of a novel by Ouida, entitled "Granville de Vigne," and in 1871 a novel of a story by Mrs. Lynn Linton, "Isola," "Very sour in tenderness," he noted. The readings might have been for a series of successes. It was Ellen Wood who, with Mrs. Lynn Linton submitted to Chapman & Hall years later, "The Heavenly Twins," the novel in which a woman who was to become a clever woman and has ideas, for which women she happened at present in the effort to be a novelist.—Fortnightly Review.	[1262, 1730, 1439, 2161]
news-item: Dr. John W. Coffin, a major in the Tenth Pennsylvania Volunteers during the Spanish-American war in the Philippines, died at El Paso, Tex.	[1058, 532, 1254, 586]
article-paragraph: Dr. Cook appears to exercise great self-restraint, but can hardly repress a natural annoyance at impeachment of his veracity, without proofs. He received the Associated Press to make public the following:	[436, 953, 634, 1035]
article-paragraph: The Confederates were early astir, and we could hear the heroes changing their positions and the men exchanging words about the preparations for the day. Of course they tried the bluff game on us of raising shouts over the hill and then as if reinforcements had come. We were ready for the hard day to come, resting on our arms, waiting for the signal of battle.	[642, 1270, 838, 1422]
point-heading: A QUESTION TO THE POINT.	[263, 2003, 413, 2013]
recipe-headline-row	[1262, 65, 1439, 93]
rate-price: 15.00	[220, 396, 242, 405]
terms-heading: TERMS IN ADVANCE.	[91, 257, 218, 268]
notice-paragraph: MONEY ORDERS—You can buy a Money Order at any Post Office, payable at the Richmond Post Office and we will be responsible for its safe arrival.	[68, 562, 242, 602]
rate-label: Standing and Transient Notices per line	[68, 415, 219, 424]
rate-label: One Copy, three months	[68, 293, 159, 302]
article-paragraph: The investigation just concluded was intended by the health authorities to inspect the plants that were condemned last year. Health officers found that all the dangerous oyster grounds had been abandoned and that uniform improvements had been made.	[847, 1611, 1050, 1722]
